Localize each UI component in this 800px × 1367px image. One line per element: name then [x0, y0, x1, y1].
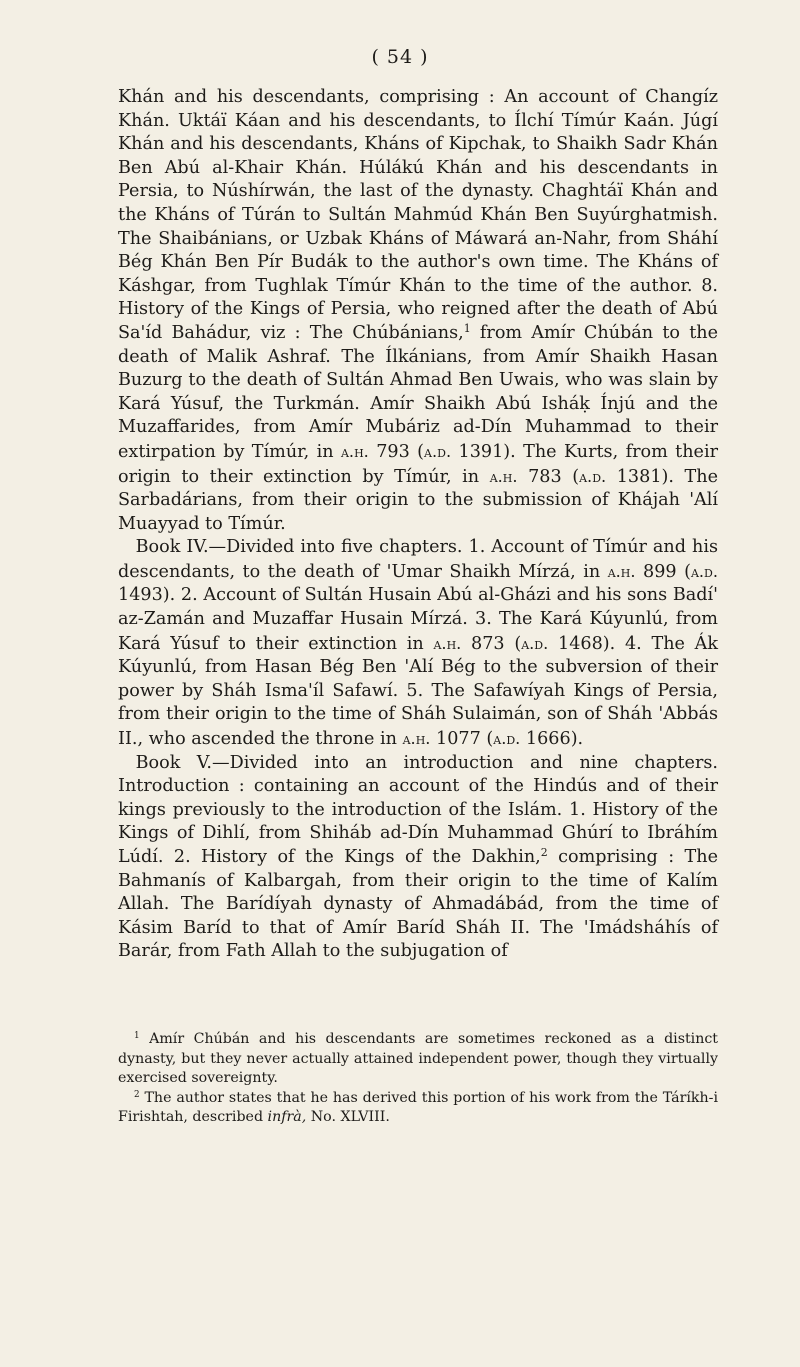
text-segment: 1666).: [525, 729, 584, 750]
text-segment: 1493). 2. Account of Sultán Husain Abú al-Gházi and his sons Badí' az-Zamán and Muzaffar Husain Mírzá. 3. The Kará Kúyunlú, from Kará Yúsuf to their extinction in: [118, 585, 718, 654]
footnote-mark: 1: [134, 1031, 140, 1042]
footnote-ref-1: 1: [463, 321, 471, 335]
main-text: [118, 86, 718, 964]
footnote-italic: infrà,: [267, 1109, 307, 1126]
footnote-text: The author states that he has derived this portion of his work from the Táríkh-i Firishtah, described: [118, 1089, 718, 1126]
text-segment: 873 (: [471, 633, 522, 654]
text-segment: 1391). The Kurts, from their origin to their extinction by Tímúr, in: [118, 441, 718, 487]
footnote-text: Amír Chúbán and his descendants are sometimes reckoned as a distinct dynasty, but they never actually attained independent power, though they virtually exercised sovereignty.: [118, 1031, 719, 1087]
footnote-1: [118, 1030, 718, 1089]
text-segment: 793 (: [376, 441, 425, 462]
text-segment: Book V.—Divided into an introduction and nine chapters. Introduction : containing an account of the Hindús and of their kings previously to the introduction of the Islám. 1. History of the Kings of Dihlí, from Shiháb ad-Dín Muhammad Ghúrí to Ibráhím Lúdí. 2. History of the Kings of the Dakhin,: [118, 752, 718, 867]
abbrev-ah: a.h.: [433, 633, 462, 653]
paragraph-book-iv: [118, 536, 718, 751]
abbrev-ah: a.h.: [489, 466, 518, 486]
footnotes: [118, 1030, 718, 1128]
paragraph-dynasties: [118, 86, 718, 536]
text-segment: 1381). The Sarbadárians, from their origin to the submission of Khájah 'Alí Muayyad to Tímúr.: [118, 466, 718, 534]
abbrev-ad: a.d.: [690, 561, 719, 581]
paragraph-book-v: [118, 752, 718, 964]
text-segment: 899 (: [643, 561, 691, 582]
abbrev-ad: a.d.: [493, 729, 521, 749]
text-segment: Book IV.—Divided into five chapters. 1. Account of Tímúr and his descendants, to the death of 'Umar Shaikh Mírzá, in: [118, 537, 718, 582]
text-segment: Khán and his descendants, comprising : An account of Changíz Khán. Uktáï Káan and his descendants, to Ílchí Tímúr Kaán. Júgí Khán and his descendants, Kháns of Kipchak, to Shaikh Sadr Khán Ben Abú al-Khair Khán. Húlákú Khán and his descendants in Persia, to Núshírwán, the last of the dynasty. Chaghtáï Khán and the Kháns of Túrán to Sultán Mahmúd Khán Ben Suyúrghatmish. The Shaibánians, or Uzbak Kháns of Máwará an-Nahr, from Sháhí Bég Khán Ben Pír Budák to the author's own time. The Kháns of Káshgar, from Tughlak Tímúr Khán to the time of the author. 8. History of the Kings of Persia, who reigned after the death of Abú Sa'íd Bahádur, viz : The Chúbánians,: [118, 87, 718, 343]
footnote-mark: 2: [134, 1089, 140, 1100]
abbrev-ah: a.h.: [340, 441, 369, 461]
text-segment: 1077 (: [436, 729, 494, 750]
abbrev-ah: a.h.: [607, 561, 636, 581]
footnote-text: No. XLVIII.: [310, 1109, 390, 1126]
abbrev-ad: a.d.: [579, 466, 607, 486]
abbrev-ad: a.d.: [424, 441, 452, 461]
text-segment: comprising : The Bahmanís of Kalbargah, from their origin to the time of Kalím Allah. The Barídíyah dynasty of Ahmadábád, from the time of Kásim Baríd to that of Amír Baríd Sháh II. The 'Imádsháhís of Barár, from Fath Allah to the subjugation of: [118, 847, 718, 962]
footnote-2: [118, 1089, 718, 1128]
text-segment: 783 (: [528, 466, 580, 487]
abbrev-ah: a.h.: [402, 729, 431, 749]
abbrev-ad: a.d.: [521, 633, 549, 653]
text-segment: 1468). 4. The Ák Kúyunlú, from Hasan Bég Ben 'Alí Bég to the subversion of their power by Sháh Isma'íl Safawí. 5. The Safawíyah Kings of Persia, from their origin to the time of Sháh Sulaimán, son of Sháh 'Abbás II., who ascended the throne in: [118, 633, 719, 750]
page-number: ( 54 ): [371, 46, 429, 68]
footnote-ref-2: 2: [540, 846, 548, 859]
text-segment: from Amír Chúbán to the death of Malik Ashraf. The Ílkánians, from Amír Shaikh Hasan Buzurg to the death of Sultán Ahmad Ben Uwais, who was slain by Kará Yúsuf, the Turkmán. Amír Shaikh Abú Isháḳ Ínjú and the Muzaffarides, from Amír Mubáriz ad-Dín Muhammad to their extirpation by Tímúr, in: [118, 322, 719, 462]
